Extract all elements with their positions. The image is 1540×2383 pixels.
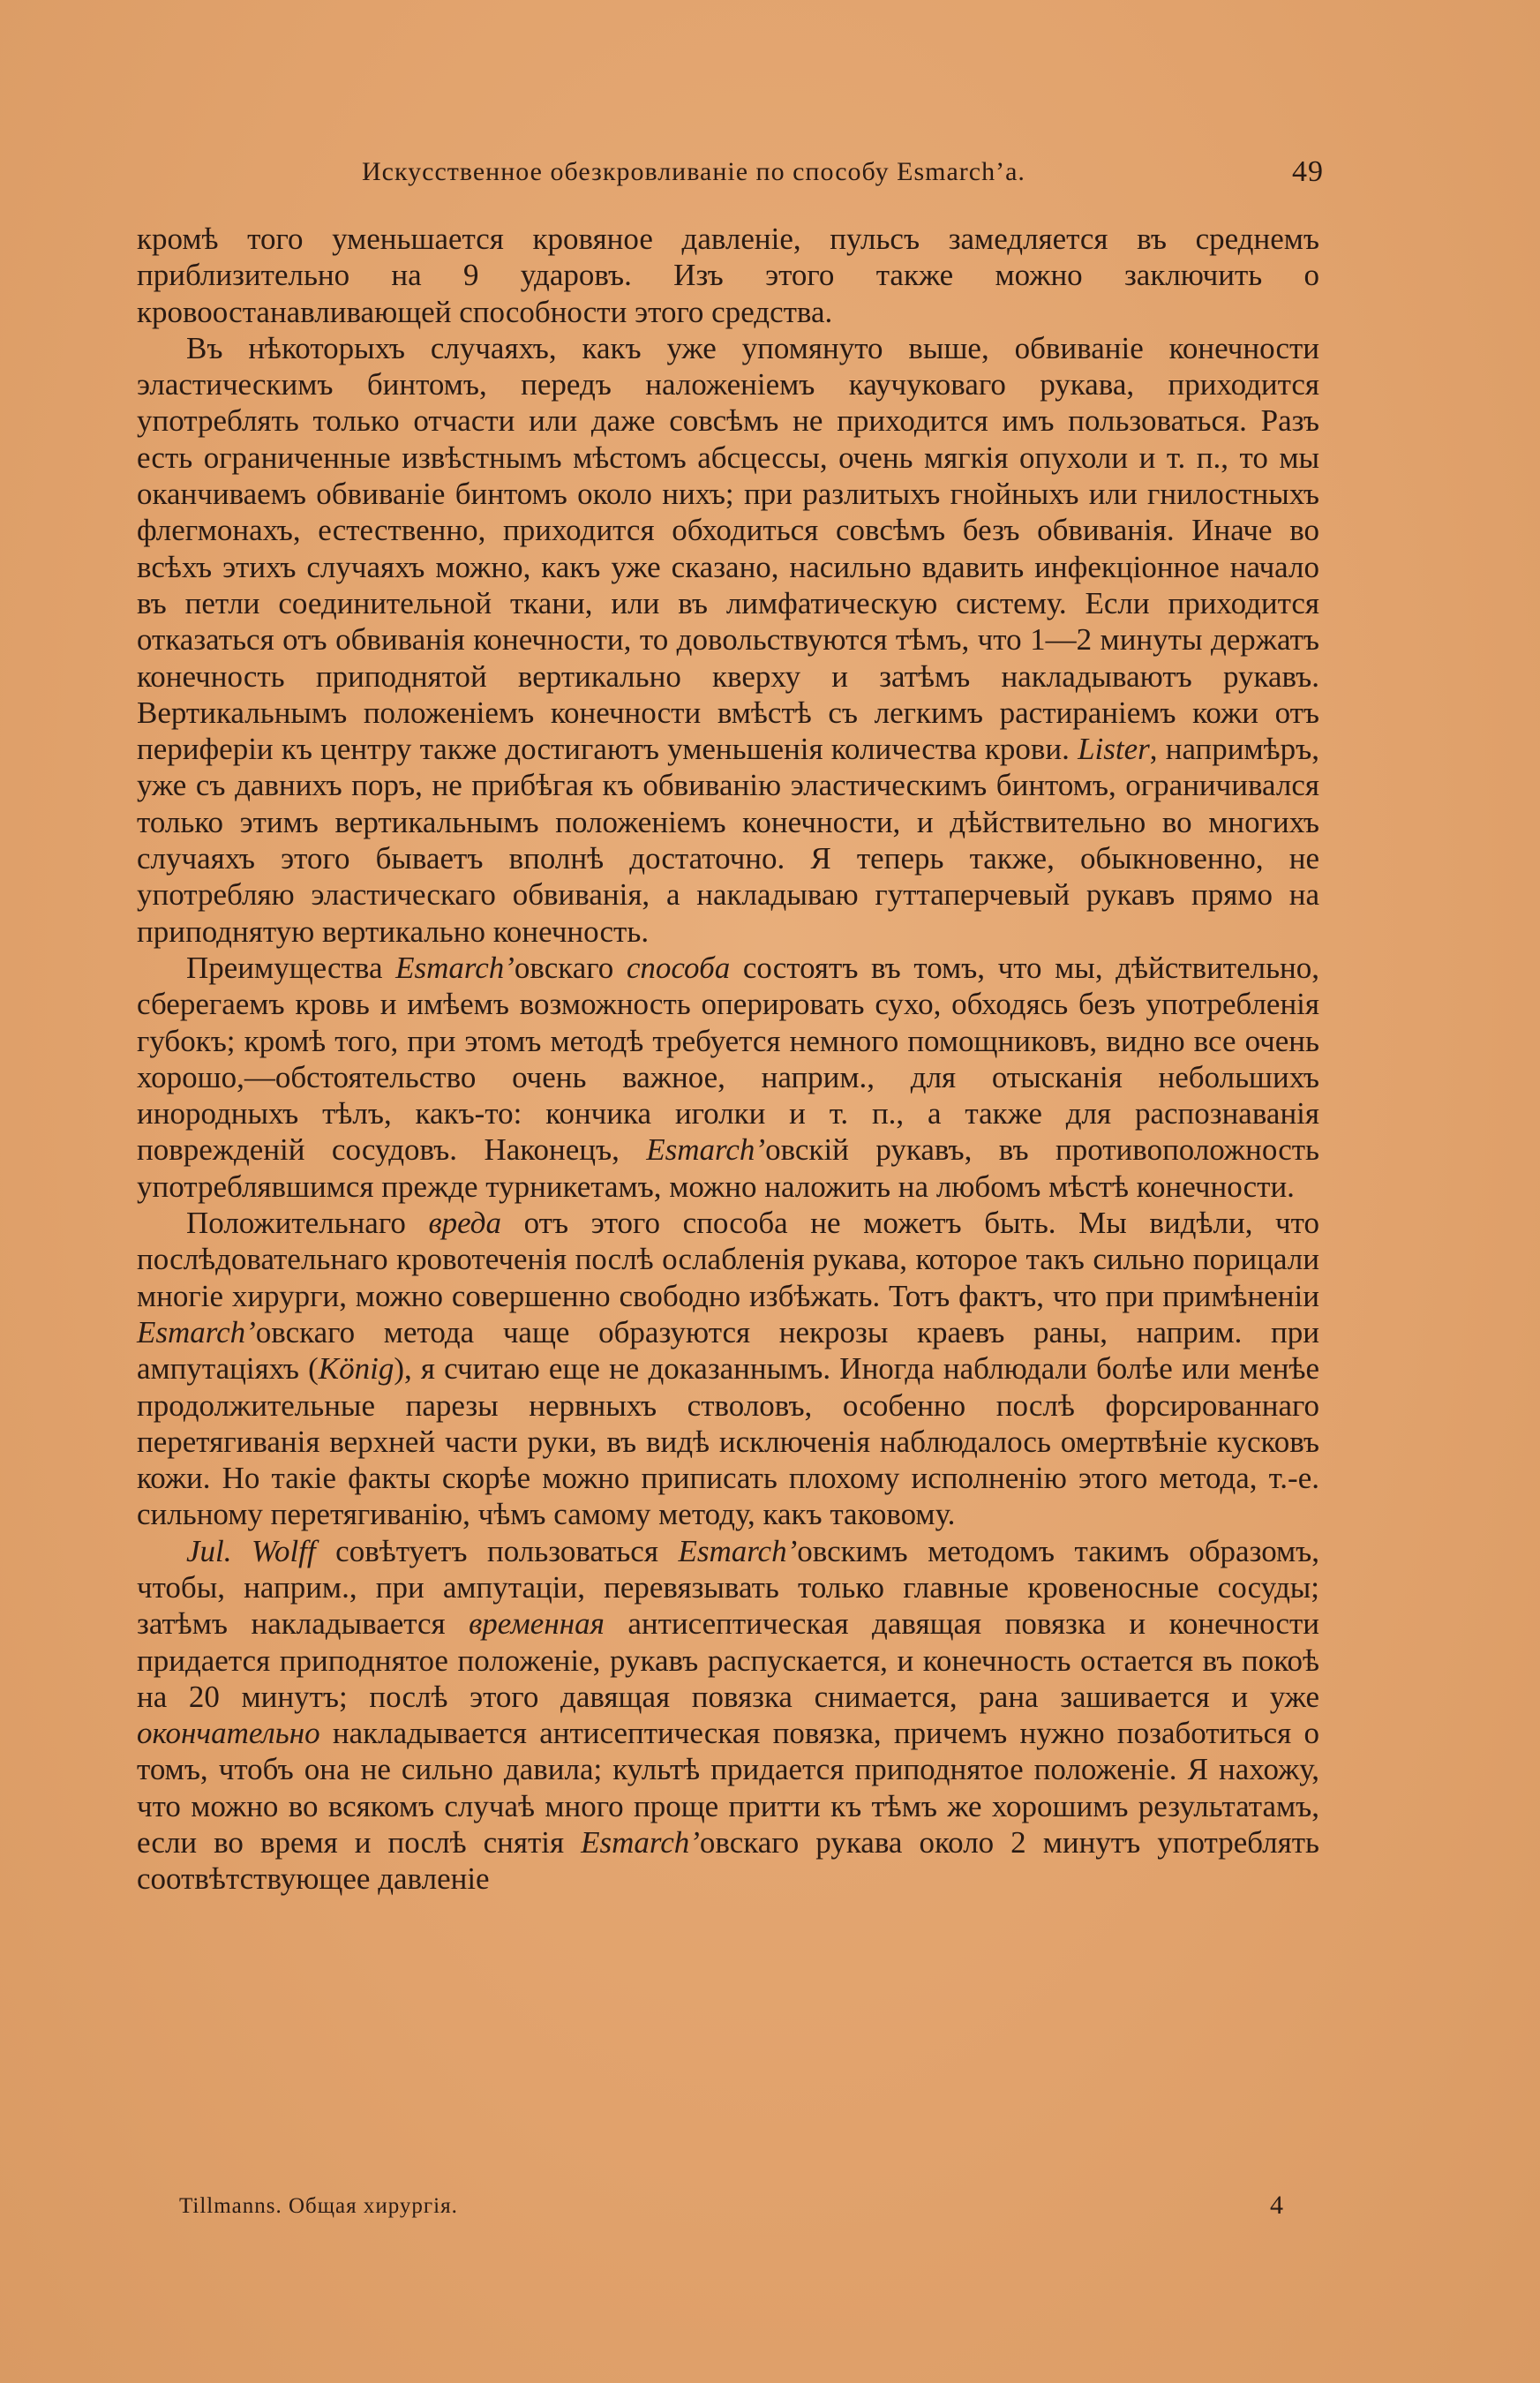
emphasis: способа <box>626 950 731 985</box>
emphasis: вреда <box>428 1206 502 1241</box>
paragraph-wrapping: Въ нѣкоторыхъ случаяхъ, какъ уже упомянуто выше, обвиваніе конечности эластическимъ бинтомъ, передъ наложеніемъ каучуковаго рукава, приходится употреблять только отчасти или даже совсѣмъ не приходится имъ пользоваться. Разъ есть ограниченные извѣстнымъ мѣстомъ абсцессы, очень мягкія опухоли и т. п., то мы оканчиваемъ обвиваніе бинтомъ около нихъ; при разлитыхъ гнойныхъ или гнилостныхъ флегмонахъ, естественно, приходится обходиться совсѣмъ безъ обвиванія. Иначе во всѣхъ этихъ случаяхъ можно, какъ уже сказано, насильно вдавить инфекціонное начало въ петли соединительной ткани, или въ лимфатическую систему. Если приходится отказаться отъ обвиванія конечности, то довольствуются тѣмъ, что 1—2 минуты держатъ конечность приподнятой вертикально кверху и затѣмъ накладываютъ рукавъ. Вертикальнымъ положеніемъ конечности вмѣстѣ съ легкимъ растираніемъ кожи отъ периферіи къ центру также достигаютъ уменьшенія количества крови. Lister, напримѣръ, уже съ давнихъ поръ, не прибѣгая къ обвиванію эластическимъ бинтомъ, ограничивался только этимъ вертикальнымъ положеніемъ конечности, и дѣйствительно во многихъ случаяхъ этого бываетъ вполнѣ достаточно. Я теперь также, обыкновенно, не употребляю эластическаго обвиванія, а накладываю гуттаперчевый рукавъ прямо на приподнятую вертикально конечность. <box>137 330 1319 949</box>
body-text <box>137 221 1319 1898</box>
sheet-number: 4 <box>1270 2191 1284 2220</box>
page-number: 49 <box>1292 155 1324 188</box>
author-name: Esmarch’ <box>581 1825 700 1861</box>
author-name: Lister <box>1078 732 1150 767</box>
author-name: Esmarch’ <box>678 1533 798 1568</box>
footer-note: Tillmanns. Общая хирургія. <box>179 2194 458 2218</box>
paragraph-wolff: Jul. Wolff совѣтуетъ пользоваться Esmarch’овскимъ методомъ такимъ образомъ, чтобы, наприм., при ампутаціи, перевязывать только главные кровеносные сосуды; затѣмъ накладывается временная антисептическая давящая повязка и конечности придается приподнятое положеніе, рукавъ распускается, и конечность остается въ покоѣ на 20 минутъ; послѣ этого давящая повязка снимается, рана зашивается и уже окончательно накладывается антисептическая повязка, причемъ нужно позаботиться о томъ, чтобъ она не сильно давила; культѣ придается приподнятое положеніе. Я нахожу, что можно во всякомъ случаѣ много проще притти къ тѣмъ же хорошимъ результатамъ, если во время и послѣ снятія Esmarch’овскаго рукава около 2 минутъ употреблять соотвѣтствующее давленіе <box>137 1533 1320 1897</box>
page-footer <box>137 2191 1284 2226</box>
paragraph-continued: кромѣ того уменьшается кровяное давленіе, пульсъ замедляется въ среднемъ приблизительно на 9 ударовъ. Изъ этого также можно заключить о кровоостанавливающей способности этого средства. <box>137 222 1319 329</box>
author-name: König <box>318 1351 394 1387</box>
author-name: Jul. Wolff <box>186 1533 316 1568</box>
emphasis: временная <box>469 1606 605 1642</box>
running-title: Искусственное обезкровливаніе по способу Esmarch’а. <box>362 157 1025 186</box>
author-name: Esmarch’ <box>395 950 515 985</box>
paragraph-advantages: Преимущества Esmarch’овскаго способа состоятъ въ томъ, что мы, дѣйствительно, сберегаемъ кровь и имѣемъ возможность оперировать сухо, обходясь безъ употребленія губокъ; кромѣ того, при этомъ методѣ требуется немного помощниковъ, видно все очень хорошо,—обстоятельство очень важное, наприм., для отысканія небольшихъ инородныхъ тѣлъ, какъ-то: кончика иголки и т. п., а также для распознаванія поврежденій сосудовъ. Наконецъ, Esmarch’овскій рукавъ, въ противоположность употреблявшимся прежде турникетамъ, можно наложить на любомъ мѣстѣ конечности. <box>137 950 1320 1204</box>
paragraph-harm: Положительнаго вреда отъ этого способа не можетъ быть. Мы видѣли, что послѣдовательнаго кровотеченія послѣ ослабленія рукава, которое такъ сильно порицали многіе хирурги, можно совершенно свободно избѣжать. Тотъ фактъ, что при примѣненіи Esmarch’овскаго метода чаще образуются некрозы краевъ раны, наприм. при ампутаціяхъ (König), я считаю еще не доказаннымъ. Иногда наблюдали болѣе или менѣе продолжительные парезы нервныхъ стволовъ, особенно послѣ форсированнаго перетягиванія верхней части руки, въ видѣ исключенія наблюдалось омертвѣніе кусковъ кожи. Но такіе факты скорѣе можно приписать плохому исполненію этого метода, т.-е. сильному перетягиванію, чѣмъ самому методу, какъ таковому. <box>137 1206 1319 1532</box>
author-name: Esmarch’ <box>137 1314 256 1349</box>
running-head <box>132 150 1324 194</box>
author-name: Esmarch’ <box>646 1132 766 1168</box>
emphasis: окончательно <box>137 1716 320 1751</box>
